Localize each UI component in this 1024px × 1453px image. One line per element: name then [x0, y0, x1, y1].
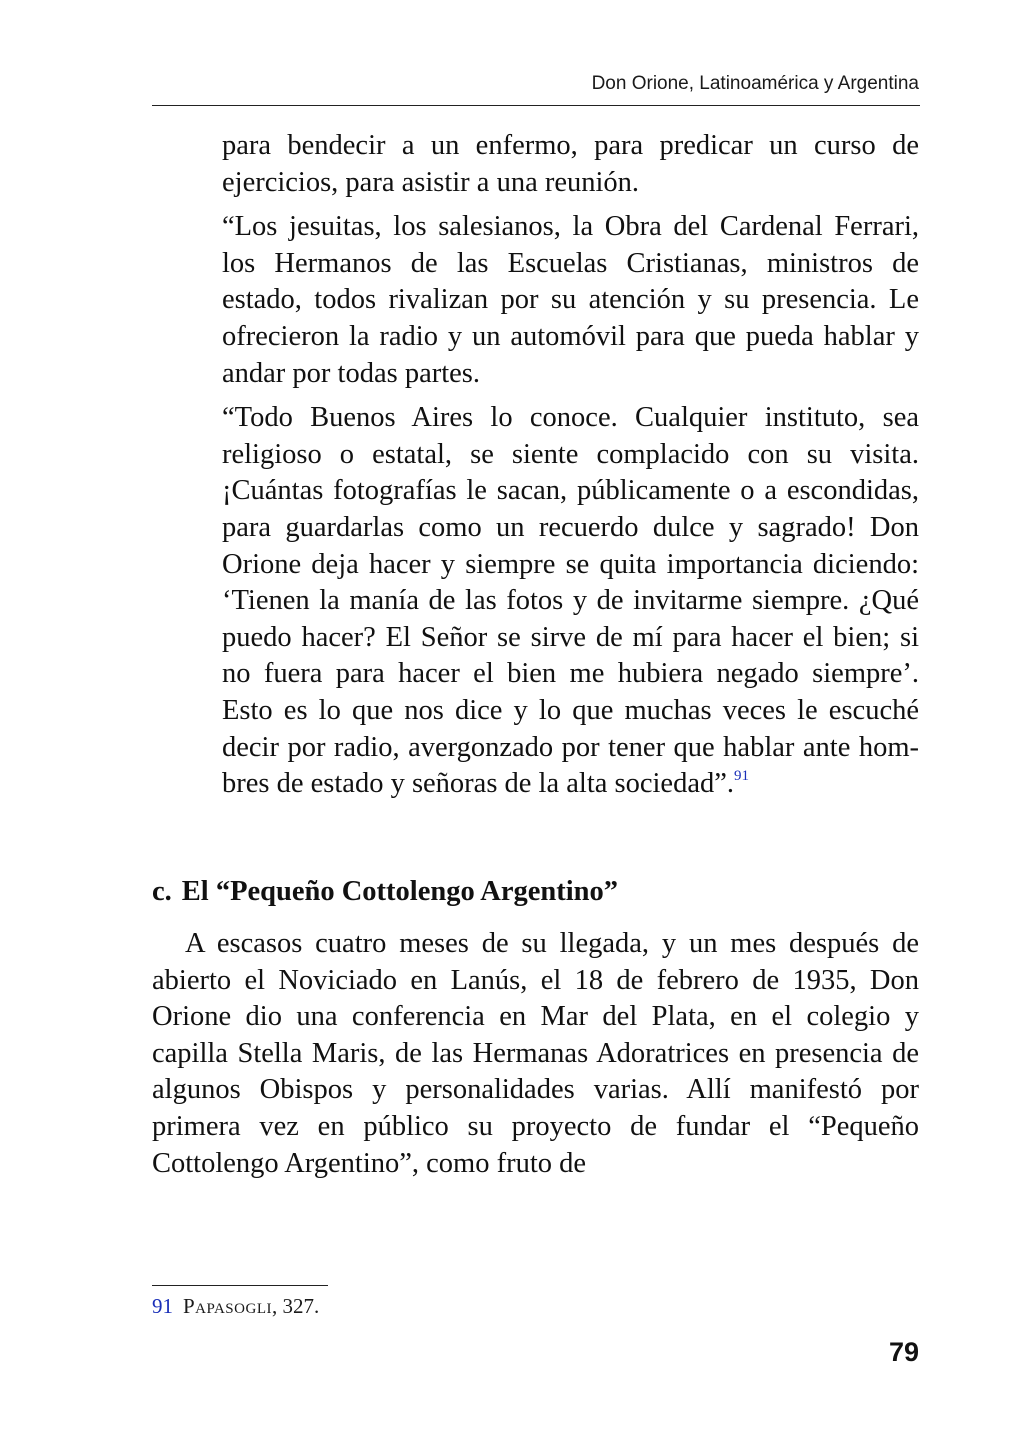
block-quote [222, 128, 919, 811]
quote-paragraph: para bendecir a un enfermo, para predicar un curso de ejercicios, para asistir a una reunión. [222, 130, 919, 198]
footnote-author: Papasogli [183, 1294, 272, 1318]
quote-paragraph [222, 400, 919, 803]
quote-paragraph-text: “Todo Buenos Aires lo conoce. Cualquier instituto, sea religioso o estatal, se siente complacido con su visita. ¡Cuántas fotografías le sacan, públicamente o a escondidas, para guardarlas como un recuerdo dulce y sagrado! Don Orione deja hacer y siempre se quita importancia diciendo: ‘Tienen la manía de las fotos y de invitarme siempre. ¿Qué puedo hacer? El Señor se sirve de mí para hacer el bien; si no fuera para hacer el bien me hubiera negado siempre’. Esto es lo que nos dice y lo que muchas veces le escuché decir por radio, avergonzado por tener que hablar ante hombres de estado y señoras de la alta sociedad”. [222, 402, 919, 800]
footnote-citation: , 327. [271, 1294, 320, 1318]
quote-paragraph: “Los jesuitas, los salesianos, la Obra del Cardenal Ferrari, los Hermanos de las Escuelas Cristianas, ministros de estado, todos rivalizan por su atención y su presencia. Le ofrecieron la radio y un automóvil para que pueda hablar y andar por todas partes. [222, 211, 919, 389]
running-header: Don Orione, Latinoamérica y Argentina [591, 73, 919, 94]
section-heading [152, 873, 919, 911]
page-number: 79 [888, 1337, 919, 1367]
section-number: c. [152, 876, 172, 907]
section-title: El “Pequeño Cottolengo Argentino” [181, 876, 618, 907]
footnote [152, 1293, 319, 1319]
body-paragraph: A escasos cuatro meses de su llegada, y un mes después de abierto el Noviciado en Lanús, el 18 de febrero de 1935, Don Orione dio una conferencia en Mar del Plata, en el colegio y capilla Stella Maris, de las Hermanas Adoratrices en presencia de algunos Obispos y personalidades varias. Allí manifestó por primera vez en público su proyecto de fundar el “Pequeño Cottolengo Argentino”, como fruto de [152, 928, 919, 1179]
footnote-number-link[interactable]: 91 [152, 1294, 173, 1318]
header-rule [152, 105, 920, 106]
footnote-rule [152, 1285, 328, 1286]
footnote-reference-link[interactable]: 91 [734, 768, 749, 785]
